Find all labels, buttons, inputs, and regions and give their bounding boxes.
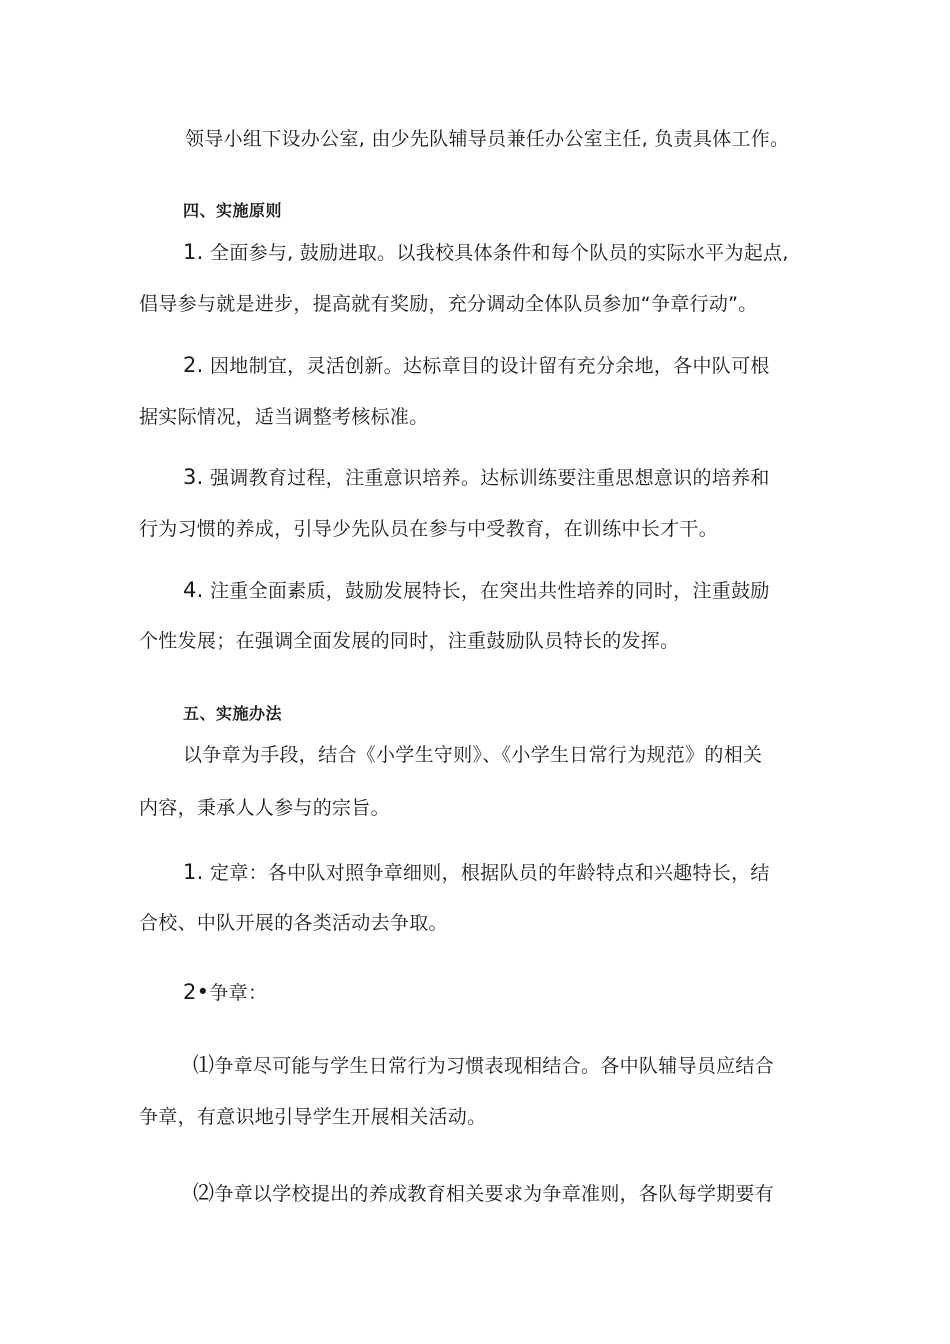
principle-4-line-2: 个性发展；在强调全面发展的同时，注重鼓励队员特长的发挥。 [139,630,680,652]
sub-item-2-text-1: 争章以学校提出的养成教育相关要求为争章准则，各队每学期要有 [214,1183,775,1205]
principle-4-text-1: 注重全面素质，鼓励发展特长，在突出共性培养的同时，注重鼓励 [203,580,770,602]
principle-3-text-1: 强调教育过程，注重意识培养。达标训练要注重思想意识的培养和 [203,467,770,489]
sub-item-1-number: ⑴ [193,1053,215,1077]
sub-item-2-line-1 [193,1181,774,1206]
method-1-text-1: 定章：各中队对照争章细则，根据队员的年龄特点和兴趣特长，结 [203,862,770,884]
method-2-line [183,980,267,1005]
methods-intro-line-1: 以争章为手段，结合《小学生守则》、《小学生日常行为规范》的相关 [183,744,763,766]
sub-item-1-line-2: 争章，有意识地引导学生开展相关活动。 [139,1106,487,1128]
principle-4-line-1 [183,578,770,603]
principle-3-number: 3. [183,465,204,489]
heading-implementation-principles: 四、实施原则 [183,201,283,220]
principle-2-number: 2. [183,353,204,377]
heading-implementation-methods: 五、实施办法 [183,704,283,723]
sub-item-2-number: ⑵ [193,1181,215,1205]
methods-intro-line-2: 内容，秉承人人参与的宗旨。 [139,797,390,819]
principle-2-line-1 [183,353,770,378]
method-1-number: 1. [183,860,204,884]
principle-2-text-1: 因地制宜，灵活创新。达标章目的设计留有充分余地，各中队可根 [203,355,770,377]
principle-2-line-2: 据实际情况，适当调整考核标准。 [139,406,429,428]
principle-3-line-2: 行为习惯的养成，引导少先队员在参与中受教育，在训练中长才干。 [139,518,719,540]
sub-item-1-line-1 [193,1053,774,1078]
method-2-text: 争章： [209,982,268,1004]
method-1-line-2: 合校、中队开展的各类活动去争取。 [139,912,448,934]
paragraph-office-text: 领导小组下设办公室, 由少先队辅导员兼任办公室主任, 负责具体工作。 [185,128,790,150]
paragraph-office [185,127,789,151]
sub-item-1-text-1: 争章尽可能与学生日常行为习惯表现相结合。各中队辅导员应结合 [214,1055,775,1077]
principle-1-line-1 [183,240,789,265]
method-1-line-1 [183,860,770,885]
principle-1-line-2: 倡导参与就是进步，提高就有奖励，充分调动全体队员参加“争章行动”。 [139,293,758,315]
principle-4-number: 4. [183,578,204,602]
principle-1-number: 1. [183,240,204,264]
method-2-number: 2• [183,980,210,1004]
principle-1-text-1: 全面参与, 鼓励进取。以我校具体条件和每个队员的实际水平为起点, [203,242,789,264]
principle-3-line-1 [183,465,770,490]
